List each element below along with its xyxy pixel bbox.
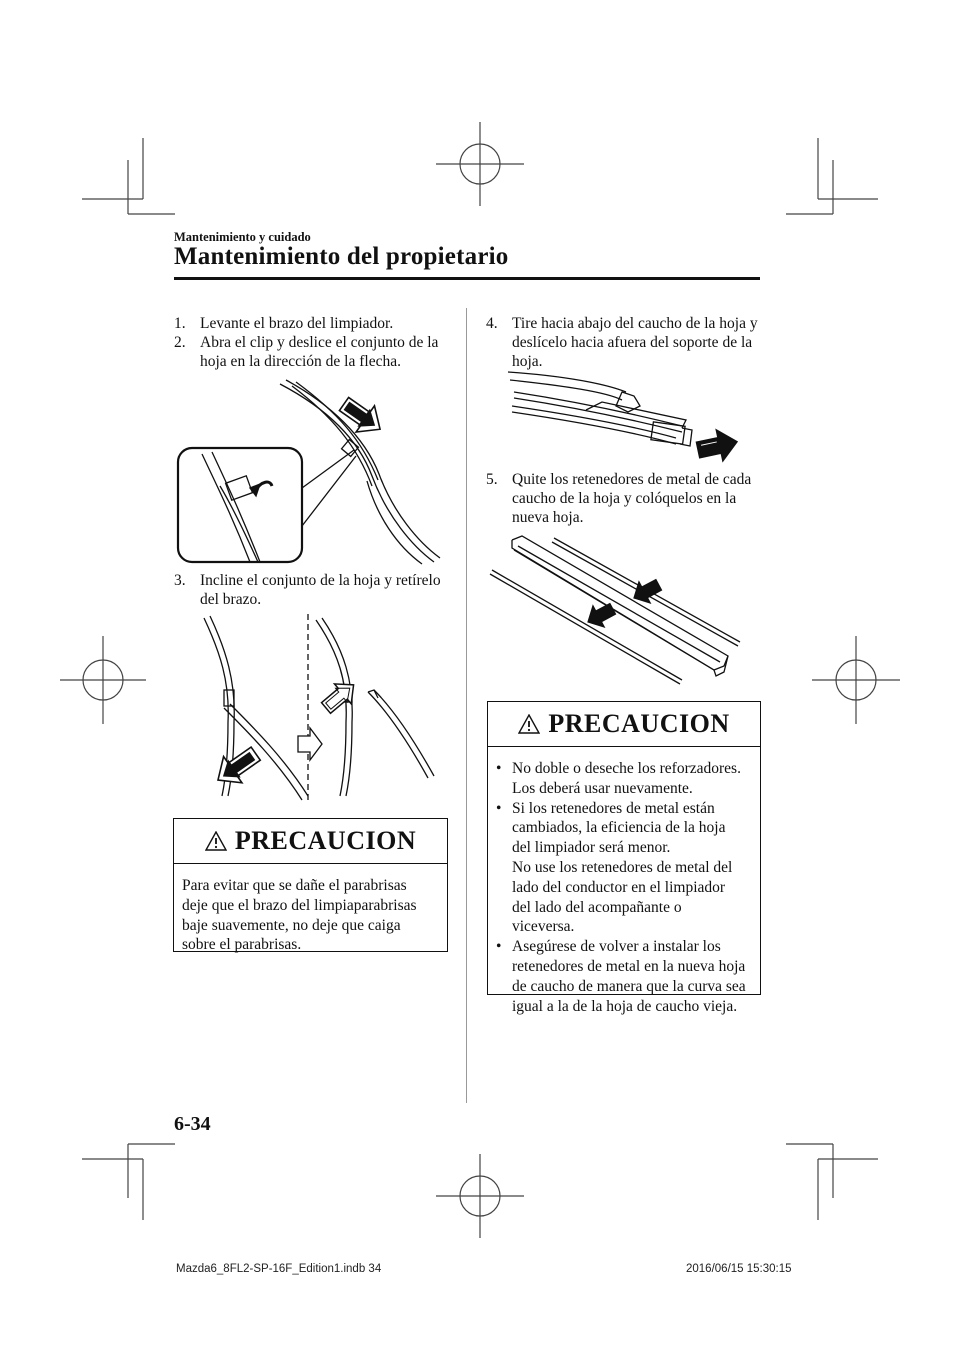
section-label: Mantenimiento y cuidado <box>174 230 311 244</box>
step-text: nueva hoja. <box>512 509 584 526</box>
step-number: 4. <box>486 315 498 332</box>
step-4 <box>486 314 766 371</box>
caution-box-right <box>487 701 761 1015</box>
caution-text: Asegúrese de volver a instalar los <box>512 938 721 956</box>
caution-text: lado del conductor en el limpiador <box>512 878 726 896</box>
step-3 <box>174 571 454 609</box>
warning-triangle-icon <box>518 714 540 734</box>
step-text: Abra el clip y deslice el conjunto de la <box>200 334 439 351</box>
step-text: Levante el brazo del limpiador. <box>200 315 394 332</box>
step-text: Quite los retenedores de metal de cada <box>512 471 752 488</box>
caution-text: deje que el brazo del limpiaparabrisas <box>182 896 417 914</box>
caution-text: viceversa. <box>512 918 575 936</box>
step-5 <box>486 470 766 527</box>
step-number: 3. <box>174 572 186 589</box>
header-rule <box>174 277 760 280</box>
caution-label: PRECAUCION <box>234 826 417 855</box>
step-2 <box>174 333 454 371</box>
caution-box-left <box>173 818 448 952</box>
page-number: 6-34 <box>174 1113 211 1135</box>
step-1 <box>174 314 454 333</box>
caution-text: de caucho de manera que la curva sea <box>512 977 746 995</box>
caution-text: Para evitar que se dañe el parabrisas <box>182 877 407 894</box>
caution-list-item <box>488 937 756 1016</box>
caution-text: igual a la de la hoja de caucho vieja. <box>512 997 738 1015</box>
caution-text: No doble o deseche los reforzadores. <box>512 760 741 777</box>
caution-text: cambiados, la eficiencia de la hoja <box>512 819 726 837</box>
footer-file: Mazda6_8FL2-SP-16F_Edition1.indb 34 <box>176 1263 382 1275</box>
caution-text: retenedores de metal en la nueva hoja <box>512 957 746 975</box>
bullet: • <box>496 799 502 817</box>
metal-retainer-illustration <box>488 534 744 690</box>
caution-label: PRECAUCION <box>548 709 730 738</box>
step-text: Incline el conjunto de la hoja y retírelo <box>200 572 441 589</box>
page-title: Mantenimiento del propietario <box>174 243 509 270</box>
caution-list-item <box>488 799 756 938</box>
bullet: • <box>496 760 502 777</box>
step-text: hoja en la dirección de la flecha. <box>200 353 401 370</box>
caution-text: Los deberá usar nuevamente. <box>512 779 693 797</box>
caution-text: del lado del acompañante o <box>512 898 682 916</box>
wiper-clip-illustration <box>172 376 452 568</box>
blade-removal-illustration <box>198 612 438 804</box>
caution-header <box>488 702 760 747</box>
caution-text: sobre el parabrisas. <box>182 936 302 954</box>
step-number: 2. <box>174 334 186 351</box>
bullet: • <box>496 938 502 956</box>
caution-body <box>488 747 760 1024</box>
caution-text: del limpiador será menor. <box>512 839 671 857</box>
rubber-pull-illustration <box>506 366 750 466</box>
step-text: deslícelo hacia afuera del soporte de la <box>512 334 753 351</box>
caution-list <box>488 759 756 1016</box>
step-text: hoja. <box>512 353 543 370</box>
warning-triangle-icon <box>205 831 227 851</box>
step-number: 5. <box>486 471 498 488</box>
caution-text: Si los retenedores de metal están <box>512 799 715 817</box>
column-divider <box>466 308 467 1103</box>
step-text: caucho de la hoja y colóquelos en la <box>512 490 737 507</box>
step-number: 1. <box>174 315 186 332</box>
caution-text: No use los retenedores de metal del <box>512 858 733 876</box>
caution-header <box>174 819 447 864</box>
caution-body <box>174 864 447 963</box>
step-text: Tire hacia abajo del caucho de la hoja y <box>512 315 758 332</box>
step-text: del brazo. <box>200 591 262 608</box>
footer-timestamp: 2016/06/15 15:30:15 <box>686 1263 792 1275</box>
caution-text: baje suavemente, no deje que caiga <box>182 916 401 934</box>
caution-list-item <box>488 759 756 799</box>
